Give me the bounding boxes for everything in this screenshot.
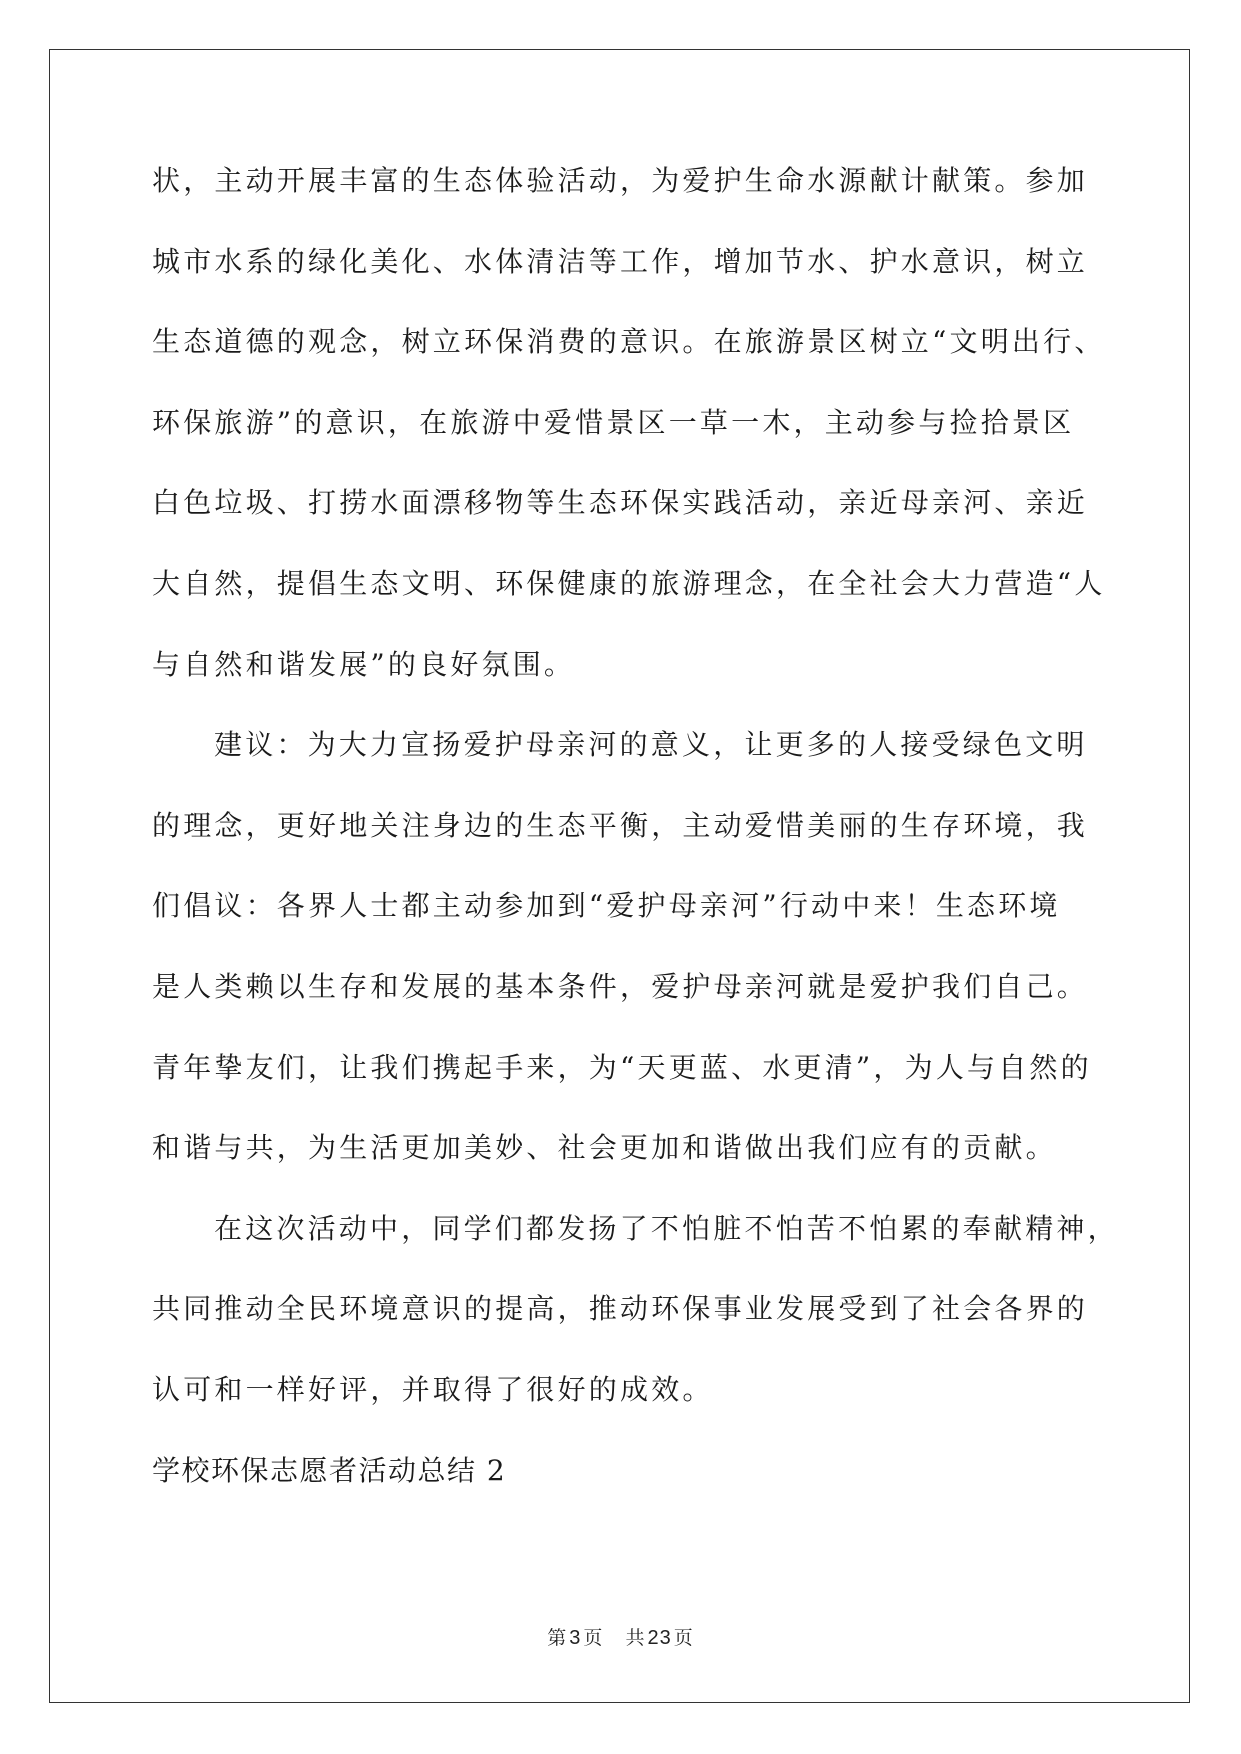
paragraph-line: 状，主动开展丰富的生态体验活动，为爱护生命水源献计献策。参加 <box>152 164 1089 197</box>
paragraph-line: 建议：为大力宣扬爱护母亲河的意义，让更多的人接受绿色文明 <box>214 728 1088 762</box>
paragraph-line: 认可和一样好评，并取得了很好的成效。 <box>152 1372 714 1406</box>
paragraph-line: 们倡议：各界人士都主动参加到“爱护母亲河”行动中来！生态环境 <box>152 889 1061 923</box>
paragraph-line: 环保旅游”的意识，在旅游中爱惜景区一草一木，主动参与捡拾景区 <box>152 405 1075 439</box>
paragraph-line: 青年挚友们，让我们携起手来，为“天更蓝、水更清”，为人与自然的 <box>152 1050 1092 1084</box>
total-suffix: 页 <box>673 1627 694 1649</box>
paragraph-line: 的理念，更好地关注身边的生态平衡，主动爱惜美丽的生存环境，我 <box>152 808 1089 842</box>
paragraph-line: 白色垃圾、打捞水面漂移物等生态环保实践活动，亲近母亲河、亲近 <box>152 486 1089 520</box>
page-suffix: 页 <box>583 1627 604 1649</box>
section-title: 学校环保志愿者活动总结 2 <box>152 1453 507 1487</box>
current-page-number: 3 <box>569 1627 582 1649</box>
paragraph-line: 与自然和谐发展”的良好氛围。 <box>152 647 576 681</box>
total-prefix: 共 <box>625 1627 646 1649</box>
paragraph-line: 生态道德的观念，树立环保消费的意识。在旅游景区树立“文明出行、 <box>152 325 1106 359</box>
document-body <box>152 163 1119 1533</box>
paragraph-line: 共同推动全民环境意识的提高，推动环保事业发展受到了社会各界的 <box>152 1292 1089 1326</box>
paragraph-line: 城市水系的绿化美化、水体清洁等工作，增加节水、护水意识，树立 <box>152 244 1089 278</box>
page-footer <box>0 1626 1241 1650</box>
paragraph-line: 是人类赖以生存和发展的基本条件，爱护母亲河就是爱护我们自己。 <box>152 969 1089 1003</box>
paragraph-line: 和谐与共，为生活更加美妙、社会更加和谐做出我们应有的贡献。 <box>152 1131 1057 1165</box>
paragraph-line: 在这次活动中，同学们都发扬了不怕脏不怕苦不怕累的奉献精神， <box>214 1211 1119 1245</box>
paragraph-line: 大自然，提倡生态文明、环保健康的旅游理念，在全社会大力营造“人 <box>152 566 1106 600</box>
page-prefix: 第 <box>547 1627 568 1649</box>
total-pages-number: 23 <box>647 1627 672 1649</box>
